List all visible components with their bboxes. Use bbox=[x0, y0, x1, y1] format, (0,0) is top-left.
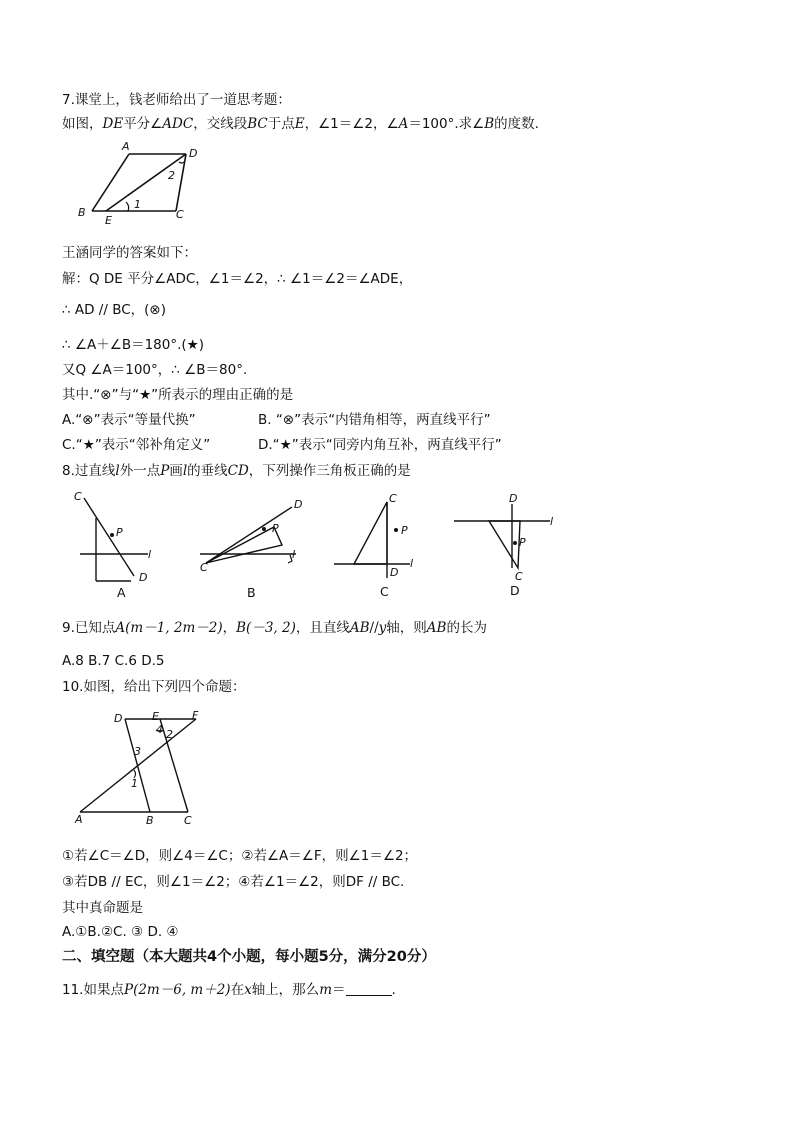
q8-stem-text: 8.过直线 bbox=[62, 463, 116, 479]
q7-option-d: D.“★”表示“同旁内角互补，两直线平行” bbox=[258, 437, 502, 453]
q11-stem bbox=[62, 980, 396, 1000]
q7-prompt-text: ，∠1＝∠2，∠ bbox=[304, 116, 399, 132]
q10-stem: 10.如图，给出下列四个命题： bbox=[62, 679, 246, 695]
q8-a-label-c: C bbox=[74, 490, 82, 503]
q7-option-a: A.“⊗”表示“等量代换” bbox=[62, 412, 196, 428]
q9-stem-text: ， bbox=[222, 620, 237, 636]
q7-parallelogram-figure bbox=[72, 140, 212, 230]
q8-stem-var: l bbox=[182, 463, 188, 479]
q10-label-b: B bbox=[146, 814, 154, 827]
q8-stem-var: l bbox=[115, 463, 120, 479]
q9-stem-var: AB bbox=[426, 620, 447, 636]
q9-parallel-sign: // bbox=[369, 620, 379, 636]
q10-label-2: 2 bbox=[166, 728, 173, 741]
q10-label-e: E bbox=[152, 710, 159, 723]
q8-figure-b bbox=[196, 495, 316, 600]
q11-stem-text: 11.如果点 bbox=[62, 982, 124, 998]
q10-label-1: 1 bbox=[131, 777, 138, 790]
q8-d-label-c: C bbox=[515, 570, 523, 583]
q8-c-label-c: C bbox=[389, 492, 397, 505]
q8-stem-text: 画 bbox=[169, 463, 183, 479]
q10-options: A.①B.②C. ③ D. ④ bbox=[62, 924, 179, 940]
q7-prompt bbox=[62, 114, 539, 134]
q9-stem-text: 的长为 bbox=[446, 620, 487, 636]
q8-c-point-p bbox=[394, 528, 398, 532]
q7-prompt-text: ，交线段 bbox=[193, 116, 248, 132]
q8-c-label-d: D bbox=[390, 566, 399, 579]
q7-label-c: C bbox=[176, 208, 184, 221]
q8-caption-d: D bbox=[510, 583, 520, 598]
q8-stem-text: 的垂线 bbox=[187, 463, 228, 479]
q10-label-4: 4 bbox=[156, 723, 163, 736]
q8-d-label-d: D bbox=[509, 492, 518, 505]
q9-point-a: A(m－1, 2m－2) bbox=[115, 620, 223, 636]
q7-prompt-text: 于点 bbox=[267, 116, 295, 132]
q7-prompt-text: 平分∠ bbox=[123, 116, 163, 132]
q7-prompt-text: 的度数. bbox=[494, 116, 539, 132]
q7-prompt-var: B bbox=[484, 116, 495, 132]
q10-label-c: C bbox=[184, 814, 192, 827]
q8-b-label-d: D bbox=[294, 498, 303, 511]
q7-option-c: C.“★”表示“邻补角定义” bbox=[62, 437, 211, 453]
q7-answer-intro: 王涵同学的答案如下： bbox=[62, 245, 197, 261]
q9-options: A.8 B.7 C.6 D.5 bbox=[62, 653, 165, 669]
q8-a-point-p bbox=[110, 533, 114, 537]
q9-stem bbox=[62, 618, 487, 638]
q8-b-point-p bbox=[262, 527, 266, 531]
q8-stem-text: 外一点 bbox=[119, 463, 161, 479]
q10-question: 其中真命题是 bbox=[62, 900, 143, 916]
q9-stem-text: 轴，则 bbox=[386, 620, 427, 636]
q11-stem-text: 在 bbox=[230, 982, 245, 998]
q7-question: 其中.“⊗”与“★”所表示的理由正确的是 bbox=[62, 387, 294, 403]
q11-stem-text: 轴上，那么 bbox=[251, 982, 320, 998]
q7-option-b: B. “⊗”表示“内错角相等，两直线平行” bbox=[258, 412, 491, 428]
q7-solution-line2: ∴ AD // BC，(⊗) bbox=[62, 302, 166, 318]
q7-prompt-text: 如图， bbox=[62, 116, 103, 132]
q8-caption-c: C bbox=[380, 584, 389, 599]
q8-caption-a: A bbox=[117, 585, 126, 600]
section-2-heading: 二、填空题（本大题共4个小题，每小题5分，满分20分） bbox=[62, 949, 436, 965]
q11-point-p: P(2m－6, m＋2) bbox=[123, 982, 231, 998]
q11-stem-var: m bbox=[319, 982, 332, 998]
q8-caption-b: B bbox=[247, 585, 256, 600]
q10-label-a: A bbox=[75, 813, 83, 826]
q7-prompt-var: ADC bbox=[162, 116, 194, 132]
q11-answer-blank[interactable] bbox=[346, 981, 392, 996]
q7-label-b: B bbox=[78, 206, 86, 219]
q7-label-e: E bbox=[105, 214, 112, 227]
q9-stem-var: y bbox=[378, 620, 387, 636]
q8-c-label-l: l bbox=[410, 557, 414, 570]
q8-d-point-p bbox=[513, 541, 517, 545]
q7-label-angle2: 2 bbox=[168, 169, 175, 182]
q9-point-b: B(－3, 2) bbox=[236, 620, 296, 636]
q10-label-f: F bbox=[192, 709, 199, 722]
q7-solution-line4: 又Q ∠A＝100°，∴ ∠B＝80°. bbox=[62, 362, 248, 378]
q9-stem-text: ，且直线 bbox=[295, 620, 350, 636]
q7-prompt-text: ＝100°.求∠ bbox=[408, 116, 485, 132]
q8-d-label-p: P bbox=[519, 536, 526, 549]
q7-prompt-var: E bbox=[294, 116, 305, 132]
q9-stem-var: AB bbox=[349, 620, 370, 636]
q8-a-label-d: D bbox=[139, 571, 148, 584]
q8-a-label-p: P bbox=[116, 526, 123, 539]
q11-equals: ＝ bbox=[332, 982, 346, 998]
q10-label-d: D bbox=[114, 712, 123, 725]
q8-stem bbox=[62, 461, 411, 481]
q8-figure-d bbox=[452, 488, 572, 600]
q11-stem-var: x bbox=[244, 982, 252, 998]
q10-propositions-2: ③若DB // EC，则∠1＝∠2；④若∠1＝∠2，则DF // BC. bbox=[62, 874, 405, 890]
q10-label-3: 3 bbox=[134, 745, 141, 758]
q7-label-a: A bbox=[122, 140, 130, 153]
q8-stem-var: P bbox=[160, 463, 170, 479]
q8-b-label-l: l bbox=[292, 548, 296, 561]
q8-b-label-p: P bbox=[272, 522, 279, 535]
q8-a-label-l: l bbox=[148, 548, 152, 561]
q8-d-label-l: l bbox=[550, 515, 554, 528]
q11-stem-text: . bbox=[391, 982, 396, 998]
q8-stem-var: CD bbox=[227, 463, 249, 479]
q9-stem-text: 9.已知点 bbox=[62, 620, 116, 636]
q7-prompt-var: BC bbox=[247, 116, 268, 132]
q8-b-label-c: C bbox=[200, 561, 208, 574]
q10-figure bbox=[70, 708, 220, 830]
q7-solution-line1: 解：Q DE 平分∠ADC，∠1＝∠2，∴ ∠1＝∠2＝∠ADE， bbox=[62, 271, 413, 287]
q7-solution-line3: ∴ ∠A＋∠B＝180°.(★) bbox=[62, 337, 205, 353]
q10-propositions-1: ①若∠C＝∠D，则∠4＝∠C；②若∠A＝∠F，则∠1＝∠2； bbox=[62, 848, 418, 864]
q8-figure-c bbox=[330, 488, 430, 600]
q8-stem-text: ，下列操作三角板正确的是 bbox=[248, 463, 411, 479]
q7-label-d: D bbox=[189, 147, 198, 160]
q7-stem: 7.课堂上，钱老师给出了一道思考题： bbox=[62, 92, 291, 108]
q8-c-label-p: P bbox=[401, 524, 408, 537]
q7-prompt-var: A bbox=[398, 116, 409, 132]
q8-figure-a bbox=[66, 488, 166, 600]
q7-label-angle1: 1 bbox=[134, 198, 141, 211]
q7-prompt-var: DE bbox=[102, 116, 124, 132]
